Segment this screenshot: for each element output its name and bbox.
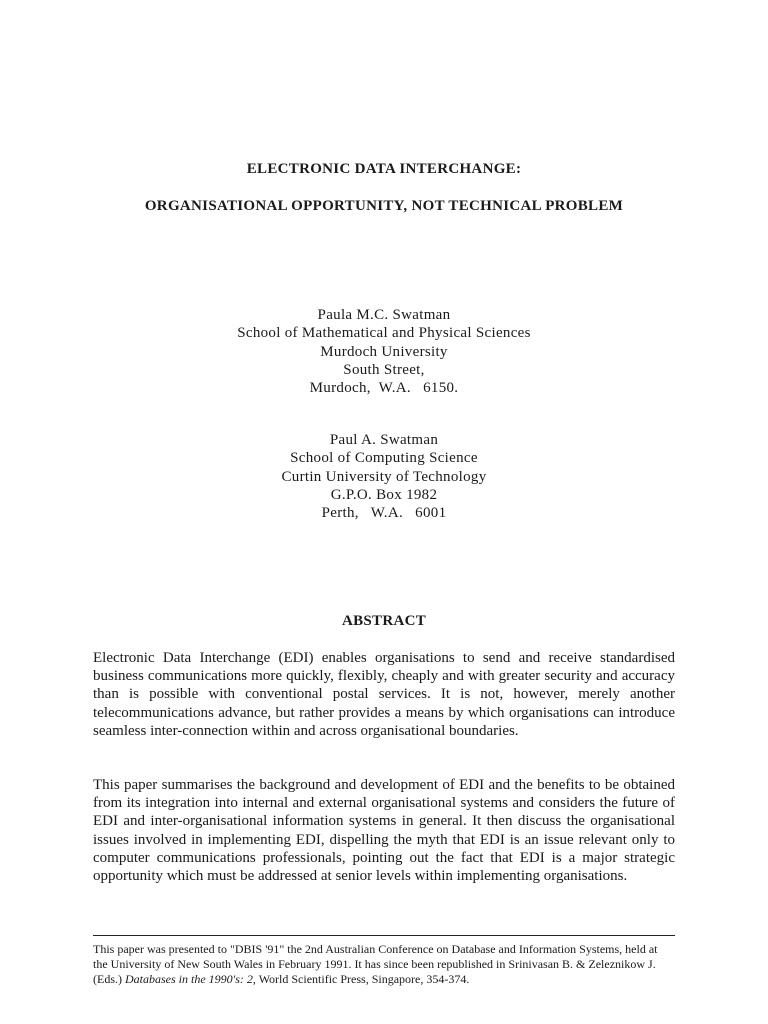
author-department: School of Mathematical and Physical Sciences [237, 325, 531, 342]
author-institution: Curtin University of Technology [281, 468, 487, 485]
abstract-heading: ABSTRACT [341, 613, 427, 629]
author-block-1 [0, 306, 768, 397]
footnote-book-title: Databases in the 1990's: 2 [125, 972, 253, 986]
author-postbox: G.P.O. Box 1982 [330, 486, 438, 503]
author-city: Perth, W.A. 6001 [321, 505, 447, 522]
author-name: Paul A. Swatman [329, 432, 439, 448]
abstract-paragraph-2: This paper summarises the background and development of EDI and the benefits to be obtained from its integration into internal and external organisational systems and considers the future of EDI and inter-organisational information systems in general. It then discuss the organisational issues involved in implementing EDI, dispelling the myth that EDI is an issue relevant only to computer communications professionals, pointing out the fact that EDI is a major strategic opportunity which must be addressed at senior levels within implementing organisations. [93, 777, 675, 885]
author-institution: Murdoch University [320, 343, 448, 360]
author-department: School of Computing Science [290, 450, 478, 467]
author-name: Paula M.C. Swatman [317, 307, 451, 323]
abstract-paragraph-1: Electronic Data Interchange (EDI) enables organisations to send and receive standardised business communications more quickly, flexibly, cheaply and with greater security and accuracy than is possible with conventional postal services. It is not, however, merely another telecommunications advance, but rather provides a means by which organisations can introduce seamless inter-connection within and across organisational boundaries. [93, 650, 675, 739]
footnote-publisher: , World Scientific Press, Singapore, 354-374. [252, 972, 470, 986]
author-street: South Street, [343, 361, 425, 378]
footnote [93, 942, 675, 987]
footnote-divider [93, 935, 675, 936]
paper-title-line-1: ELECTRONIC DATA INTERCHANGE: [246, 161, 522, 177]
author-city: Murdoch, W.A. 6150. [309, 380, 459, 397]
author-block-2 [0, 431, 768, 522]
paper-title-line-2: ORGANISATIONAL OPPORTUNITY, NOT TECHNICAL PROBLEM [144, 198, 624, 214]
footnote-text: This paper was presented to "DBIS '91" the 2nd Australian Conference on Database and Information Systems, held at the University of New South Wales in February 1991. It has since been republished in Srinivasan B. & Zeleznikow J. (Eds.) [93, 942, 658, 986]
